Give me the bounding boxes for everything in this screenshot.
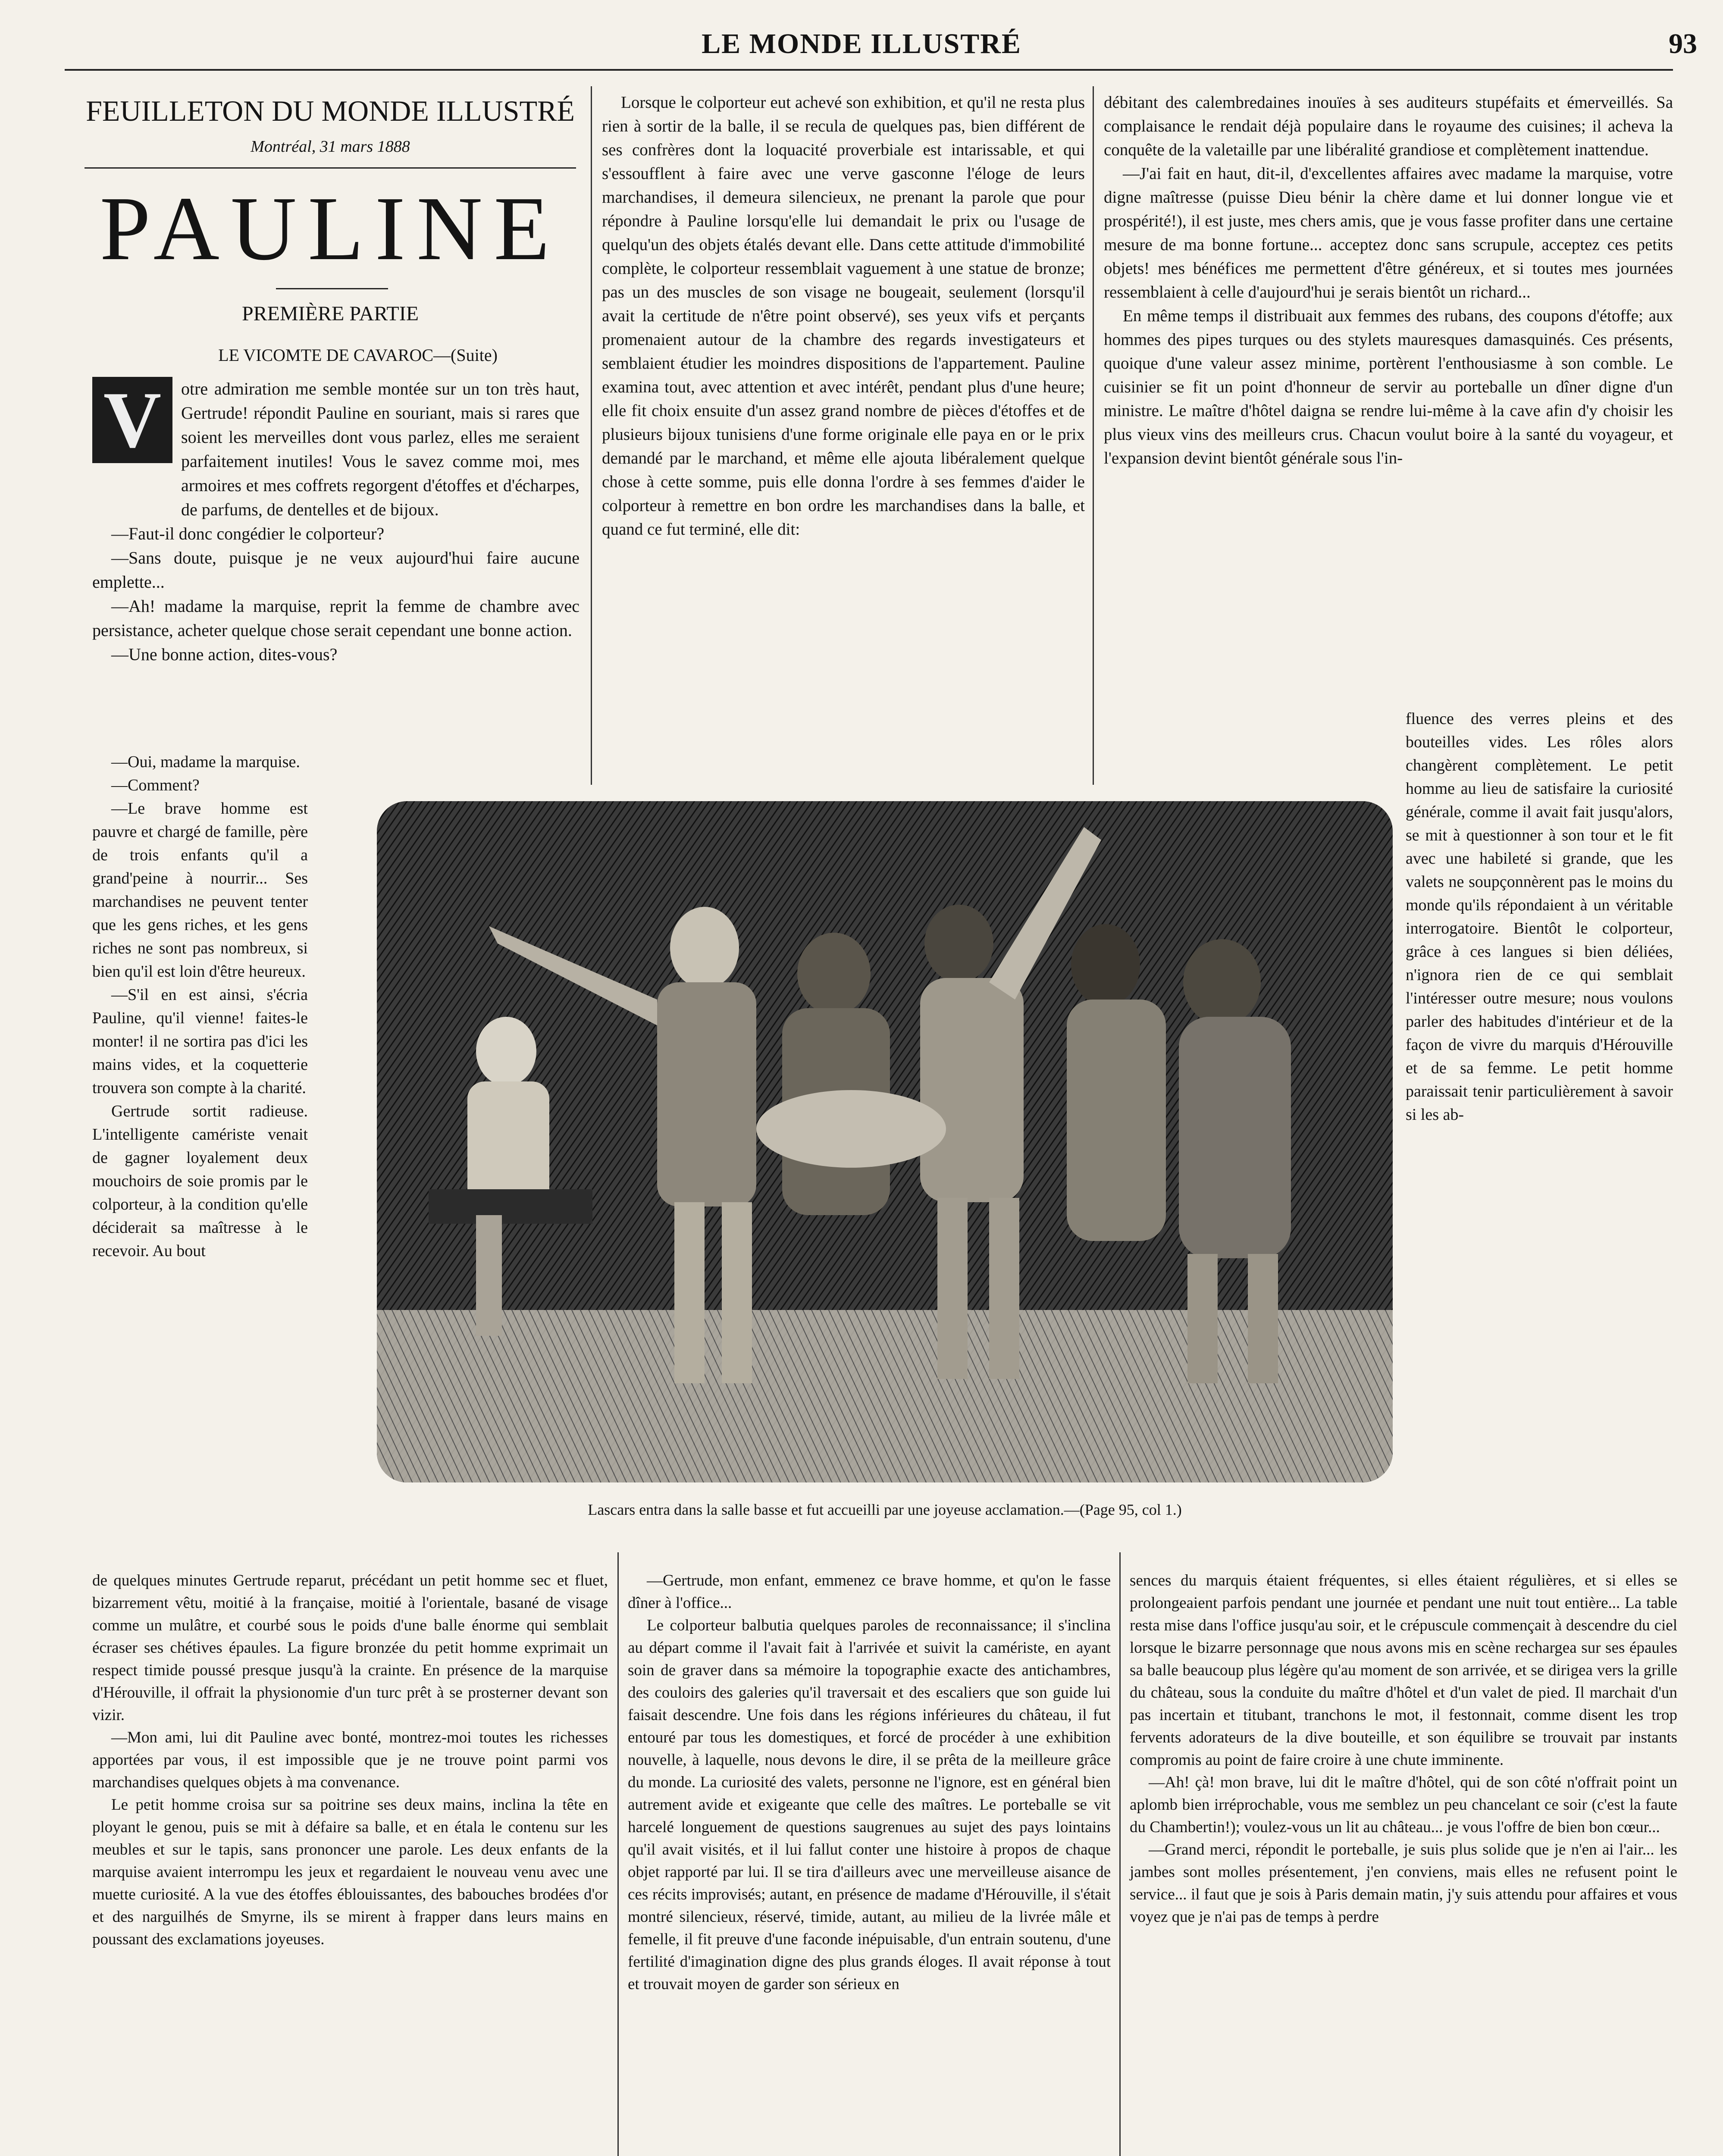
feuilleton-rule	[85, 167, 576, 169]
paragraph: —Grand merci, répondit le porteballe, je suis plus solide que je n'en ai l'air... les jambes sont molles présentement, j'en conviens, mais elles ne refusent point le service... il faut que je sois à Paris demain matin, j'y suis attendu pour affaires et vous voyez que je n'ai pas de temps à perdre	[1130, 1841, 1677, 1926]
masthead: LE MONDE ILLUSTRÉ	[702, 28, 1021, 60]
column-2-bottom	[628, 1570, 1111, 1996]
dateline: Montréal, 31 mars 1888	[251, 138, 410, 156]
paragraph: —Oui, madame la marquise.	[111, 753, 300, 771]
paragraph: Le petit homme croisa sur sa poitrine ses deux mains, inclina la tête en ployant le genou, puis se mit à défaire sa balle, et en étala le contenu sur les meubles et sur le tapis, sans prononcer une parole. Les deux enfants de la marquise avaient interrompu les jeux et regardaient le nouveau venu avec une muette curiosité. A la vue des étoffes éblouissantes, des babouches brodées d'or et des narguilhés de Smyrne, ils se mirent à frapper dans leurs mains en poussant des exclamations joyeuses.	[92, 1796, 608, 1948]
column-rule-1	[591, 86, 592, 785]
column-2-top	[602, 91, 1085, 541]
column-rule-3	[617, 1552, 619, 2156]
paragraph: Gertrude sortit radieuse. L'intelligente caméristе venait de gagner loyalement deux mouchoirs de soie promis par le colporteur, à la condition qu'elle déciderait sa maîtresse à le recevoir. Au bout	[92, 1102, 308, 1260]
paragraph: fluence des verres pleins et des bouteilles vides. Les rôles alors changèrent complètement. Le petit homme au lieu de satisfaire la curiosité générale, comme il avait fait jusqu'alors, se mit à questionner à son tour et le fit avec une habileté si grande, que les valets ne soupçonnèrent pas le moins du monde qu'ils répondaient à un véritable interrogatoire. Bientôt le colporteur, grâce à ces langues si bien déliées, n'ignora rien de ce qui semblait l'intéresser outre mesure; nous voulons parler des habitudes d'intérieur et de la façon de vivre du marquis d'Hérouville et de sa femme. Le petit homme paraissait tenir particulièrement à savoir si les ab-	[1406, 710, 1673, 1124]
feuilleton-label: FEUILLETON DU MONDE ILLUSTRÉ	[86, 94, 575, 127]
paragraph: —Sans doute, puisque je ne veux aujourd'hui faire aucune emplette...	[92, 548, 580, 592]
illustration-caption: Lascars entra dans la salle basse et fut accueilli par une joyeuse acclamation.—(Page 95, col 1.)	[588, 1501, 1182, 1518]
part-heading: PREMIÈRE PARTIE	[241, 302, 419, 325]
paragraph: —J'ai fait en haut, dit-il, d'excellentes affaires avec madame la marquise, votre digne maîtresse (puisse Dieu bénir la chère dame et lui donner longue vie et prospérité!), il est juste, mes chers amis, que je vous fasse profiter dans une certaine mesure de ma bonne fortune... acceptez donc sans scrupule, acceptez ces petits objets! mes bénéfices me permettent d'être généreux, et si toutes mes journées ressemblaient à celle d'aujourd'hui je serais bientôt un richard...	[1104, 164, 1673, 301]
paragraph: débitant des calembredaines inouïes à ses auditeurs stupéfaits et émerveillés. Sa complaisance le rendait déjà populaire dans le royaume des cuisines; il acheva la conquête de la valetaille par une libéralité grandiose et complètement inattendue.	[1104, 93, 1673, 159]
title-rule	[276, 288, 388, 289]
paragraph: —Ah! çà! mon brave, lui dit le maître d'hôtel, qui de son côté n'offrait point un aplomb bien irréprochable, vous me semblez un peu chancelant ce soir (c'est la faute du Chambertin!); voulez-vous un lit au château... je vous l'offre de bien bon cœur...	[1130, 1774, 1677, 1836]
column-3-bottom	[1130, 1570, 1677, 1928]
chapter-heading: LE VICOMTE DE CAVAROC—(Suite)	[218, 345, 498, 365]
story-title: PAULINE	[100, 178, 561, 279]
paragraph: —Une bonne action, dites-vous?	[111, 645, 338, 664]
paragraph: —Comment?	[111, 776, 200, 794]
column-3-narrow	[1406, 707, 1673, 1126]
header-rule	[65, 69, 1673, 71]
column-3-top	[1104, 91, 1673, 470]
paragraph: —Gertrude, mon enfant, emmenez ce brave homme, et qu'on le fasse dîner à l'office...	[628, 1572, 1111, 1612]
paragraph: Le colporteur balbutia quelques paroles de reconnaissance; il s'inclina au départ comme il l'avait fait à l'arrivée et suivit la caméristе, en ayant soin de graver dans sa mémoire la topographie exacte des antichambres, des couloirs des galeries qu'il traversait et des escaliers que son guide lui faisait descendre. Une fois dans les régions inférieures du château, il fut entouré par tous les domestiques, et forcé de procéder à une exhibition nouvelle, à laquelle, nous devons le dire, il se prêta de la meilleure grâce du monde. La curiosité des valets, personne ne l'ignore, est en général bien autrement avide et exigeante que celle des maîtres. Le porteballe se vit harcelé longuement de questions saugrenues au sujet des pays lointains qu'il avait visités, et il lui fallut conter une histoire à propos de chaque objet rapporté par lui. Il se tira d'ailleurs avec une merveilleuse aisance de ces récits improvisés; autant, en présence de madame d'Hérouville, il s'était montré silencieux, réservé, timide, autant, au milieu de la livrée mâle et femelle, il fit preuve d'une faconde inépuisable, d'un entrain soutenu, d'une fertilité d'imagination digne des plus grands éloges. Il avait réponse à tout et trouvait moyen de garder son sérieux en	[628, 1617, 1111, 1993]
page-number: 93	[1669, 28, 1697, 60]
paragraph: —Mon ami, lui dit Pauline avec bonté, montrez-moi toutes les richesses apportées par vous, il est impossible que je ne trouve point parmi vos marchandises quelques objets à ma convenance.	[92, 1729, 608, 1791]
paragraph: sences du marquis étaient fréquentes, si elles étaient régulières, et si elles se prolongeaient parfois pendant une journée et pendant une nuit tout entière... La table resta mise dans l'office jusqu'au soir, et le crépuscule commençait à descendre du ciel lorsque le bizarre personnage que nous avons mis en scène rechargea sur ses épaules sa balle beaucoup plus légère qu'au moment de son arrivée, et se dirigea vers la grille du château, sous la conduite du maître d'hôtel et d'un valet de pied. Il marchait d'un pas incertain et titubant, tranchons le mot, il festonnait, comme disent les trop fervents adorateurs de la dive bouteille, et son équilibre se trouvait par instants compromis au point de faire croire à une chute imminente.	[1130, 1572, 1677, 1769]
engraving-illustration	[377, 801, 1393, 1482]
drop-cap: V	[92, 377, 172, 463]
paragraph: En même temps il distribuait aux femmes des rubans, des coupons d'étoffe; aux hommes des pipes turques ou des stylets mauresques damasquinés. Ces présents, quoique d'une valeur assez minime, portèrent l'enthousiasme à son comble. Le cuisinier se fit un point d'honneur de servir au porteballe un dîner digne d'un ministre. Le maître d'hôtel daigna se rendre lui-même à la cave afin d'y choisir les plus vieux vins des meilleurs crus. Chacun voulut boire à la santé du voyageur, et l'expansion devint bientôt générale sous l'in-	[1104, 307, 1673, 467]
column-1-bottom	[92, 1570, 608, 1951]
paragraph: —S'il en est ainsi, s'écria Pauline, qu'il vienne! faites-le monter! il ne sortira pas d'ici les mains vides, et la coquetterie trouvera son compte à la charité.	[92, 986, 308, 1097]
paragraph: —Faut-il donc congédier le colporteur?	[111, 524, 385, 543]
paragraph: otre admiration me semble montée sur un ton très haut, Gertrude! répondit Pauline en souriant, mais si rares que soient les merveilles dont vous parlez, elles me seraient parfaitement inutiles! Vous le savez comme moi, mes armoires et mes coffrets regorgent d'étoffes et d'écharpes, de parfums, de dentelles et de bijoux.	[181, 379, 580, 519]
paragraph: de quelques minutes Gertrude reparut, précédant un petit homme sec et fluet, bizarrement vêtu, moitié à la française, moitié à l'orientale, basané de visage comme un mulâtre, et courbé sous le poids d'une balle énorme qui semblait écraser ses chétives épaules. La figure bronzée du petit homme exprimait un respect timide poussé presque jusqu'à la crainte. En présence de la marquise d'Hérouville, il offrait la physionomie d'un turc prêt à se prosterner devant son vizir.	[92, 1572, 608, 1724]
paragraph: —Ah! madame la marquise, reprit la femme de chambre avec persistance, acheter quelque chose serait cependant une bonne action.	[92, 596, 580, 640]
column-1-narrow	[92, 750, 308, 1263]
engraving-scene	[377, 801, 1393, 1482]
column-rule-4	[1119, 1552, 1121, 2156]
paragraph: —Le brave homme est pauvre et chargé de famille, père de trois enfants qu'il a grand'peine à nourrir... Ses marchandises ne peuvent tenter que les gens riches, et les gens riches ne sont pas nombreux, si bien qu'il est loin d'être heureux.	[92, 799, 308, 981]
running-head	[0, 26, 1723, 65]
column-rule-2	[1093, 86, 1094, 785]
column-1-top	[92, 377, 580, 667]
paragraph: Lorsque le colporteur eut achevé son exhibition, et qu'il ne resta plus rien à sortir de la balle, il se recula de quelques pas, bien différent de ses confrères dont la loquacité proverbiale est intarissable, et qui s'essoufflent à faire avec une verve gasconne l'éloge de leurs marchandises, il demeura silencieux, ne prenant la parole que pour répondre à Pauline lorsqu'elle lui demandait le prix ou l'usage de quelqu'un des objets étalés devant elle. Dans cette attitude d'immobilité complète, le colporteur ressemblait vaguement à une statue de bronze; pas un des muscles de son visage ne bougeait, seulement (lorsqu'il avait la certitude de n'être point observé), ses yeux vifs et perçants promenaient autour de la chambre des regards investigateurs et semblaient étudier les moindres dispositions de l'appartement. Pauline examina tout, avec attention et avec intérêt, pendant plus d'une heure; elle fit choix ensuite d'un assez grand nombre de pièces d'étoffes et de plusieurs bijoux tunisiens d'une forme originale elle paya en or le prix demandé par le marchand, et même elle ajouta libéralement quelque chose à cette somme, puis elle donna l'ordre à ses femmes d'aider le colporteur à remettre en bon ordre les marchandises dans la balle, et quand ce fut terminé, elle dit:	[602, 93, 1085, 539]
